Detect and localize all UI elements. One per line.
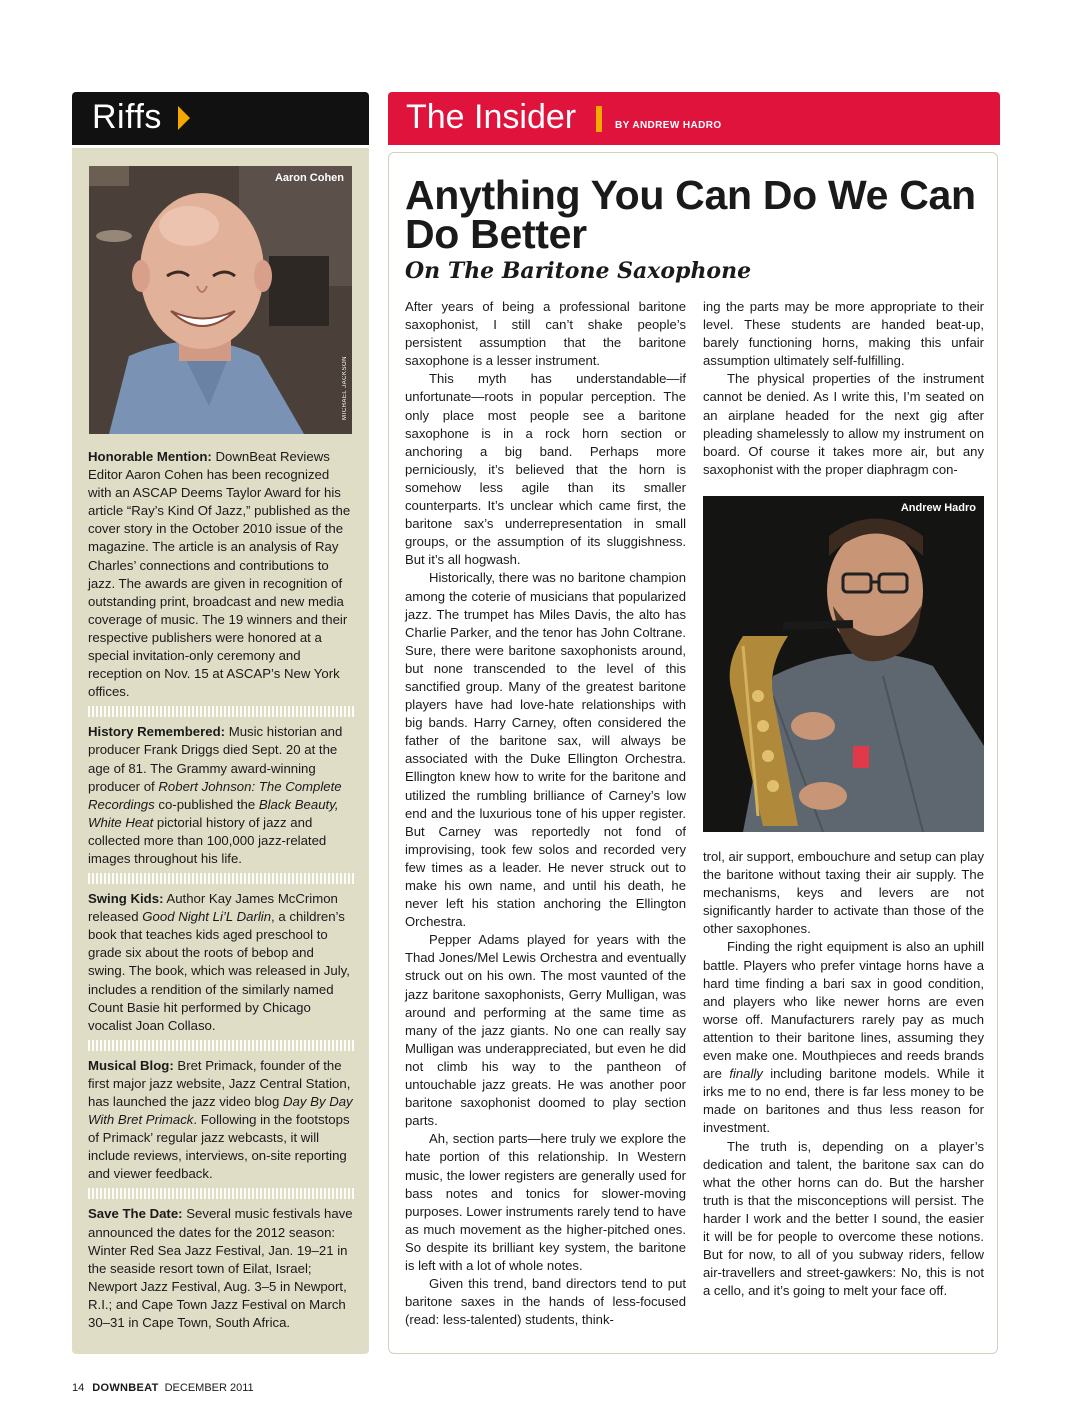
- portrait-illustration: [89, 166, 352, 434]
- accent-bar: [596, 106, 602, 132]
- riff-italic-title: Good Night Li’L Darlin: [142, 909, 272, 925]
- dotted-divider: [88, 1188, 354, 1199]
- paragraph-text: including baritone models. While it irks me to no end, there is far less money to be made on baritones and thus less reason for investment.: [703, 1066, 985, 1136]
- riff-body: Bret Primack, founder of the first major jazz website, Jazz Central Station, has launched the jazz video blog: [88, 1057, 351, 1109]
- insider-title: The Insider: [406, 98, 577, 136]
- insider-section-header: [388, 92, 1000, 145]
- riffs-section-header: [72, 92, 369, 145]
- riff-item-musical-blog: [88, 1057, 354, 1184]
- article-paragraph: The truth is, depending on a player’s dedication and talent, the baritone sax can do what the other horns can do. But the harsher truth is that the misconceptions will persist. The harder I work and the better I sound, the easier it will be for people to overcome these notions. But for now, to all of you subway riders, fellow air-travellers and street-gawkers: No, this is not a cello, and it’s going to melt your face off.: [703, 1138, 984, 1299]
- riff-body: Music historian and producer Frank Driggs died Sept. 20 at the age of 81. The Grammy award-winning producer of: [88, 724, 343, 794]
- article-deck: On The Baritone Saxophone: [405, 258, 752, 284]
- riffs-sidebar: [72, 148, 369, 1354]
- magazine-name: DOWNBEAT: [92, 1382, 159, 1394]
- riff-body: DownBeat Reviews Editor Aaron Cohen has been recognized with an ASCAP Deems Taylor Award for his article “Ray’s Kind Of Jazz,” published as the cover story in the October 2010 issue of the magazine. The article is an analysis of Ray Charles’ connections and contributions to jazz. The awards are given in recognition of outstanding print, broadcast and new media coverage of music. The 19 winners and their respective publishers were honored at a special invitation-only ceremony and reception on Nov. 15 at ASCAP’s New York offices.: [88, 449, 351, 700]
- article-paragraph: Given this trend, band directors tend to put baritone saxes in the hands of less-focused (read: less-talented) students, think-: [405, 1276, 686, 1328]
- article-column-left: [405, 298, 686, 1340]
- dotted-divider: [88, 706, 354, 717]
- saxophonist-illustration: [703, 496, 984, 832]
- riff-body: . Following in the footstops of Primack’ regular jazz webcasts, it will include reviews, interviews, on-site reporting and viewer feedback.: [88, 1112, 350, 1182]
- riff-body: co-published the: [154, 796, 259, 812]
- riff-item-honorable-mention: [88, 448, 354, 701]
- riff-item-history-remembered: [88, 723, 354, 868]
- aaron-cohen-photo: [89, 166, 352, 434]
- riff-lead: Save The Date:: [88, 1206, 183, 1222]
- riff-lead: Swing Kids:: [88, 891, 164, 907]
- riff-item-swing-kids: [88, 890, 354, 1035]
- article-paragraph: The physical properties of the instrument cannot be denied. As I write this, I’m seated on an airplane headed for the next gig after pleading shamelessly to allow my instrument on board. Of course it takes more air, but any saxophonist with the proper diaphragm con-: [703, 371, 984, 477]
- page-number: 14: [72, 1382, 85, 1394]
- riff-item-save-the-date: [88, 1205, 354, 1332]
- riff-body: pictorial history of jazz and collected more than 100,000 jazz-related images throughout his life.: [88, 814, 327, 866]
- riffs-title: Riffs: [92, 98, 162, 136]
- article-paragraph: [703, 938, 984, 1137]
- issue-date: DECEMBER 2011: [164, 1382, 254, 1394]
- photo-caption: Aaron Cohen: [274, 172, 344, 184]
- riff-lead: Musical Blog:: [88, 1057, 174, 1073]
- riffs-list: [88, 448, 354, 1332]
- dotted-divider: [88, 1040, 354, 1051]
- article-paragraph: ing the parts may be more appropriate to their level. These students are handed beat-up, barely functioning horns, making this unfair assumption ultimately self-fulfilling.: [703, 299, 984, 369]
- article-paragraph: Ah, section parts—here truly we explore the hate portion of this relationship. In Western music, the lower registers are generally used for bass notes and tonics for slower-moving purposes. Lower instruments rarely tend to have as much movement as the higher-pitched ones. So despite its brilliant key system, the baritone is left with a lot of whole notes.: [405, 1131, 686, 1273]
- riff-body: , a children’s book that teaches kids aged preschool to grade six about the roots of bebop and swing. The book, which was released in July, includes a rendition of the similarly named Count Basie hit performed by Chicago vocalist Joan Collaso.: [88, 909, 350, 1033]
- page-footer: [72, 1382, 254, 1394]
- photo-credit: MICHAEL JACKSON: [342, 356, 348, 420]
- article-paragraph: trol, air support, embouchure and setup can play the baritone without taxing their air supply. The mechanisms, keys and levers are not significantly harder to activate than those of the other saxophones.: [703, 849, 984, 937]
- riff-italic-title: Robert Johnson: The Complete Recordings: [88, 778, 342, 812]
- triangle-arrow-icon: [178, 106, 190, 130]
- andrew-hadro-photo: [703, 496, 984, 832]
- riff-lead: Honorable Mention:: [88, 449, 212, 464]
- byline: BY ANDREW HADRO: [615, 120, 722, 131]
- dotted-divider: [88, 873, 354, 884]
- paragraph-text: Finding the right equipment is also an uphill battle. Players who prefer vintage horns have a hard time finding a bari sax in good condition, and players who like newer horns are even worse off. Manufacturers rarely pay as much attention to their baritone lines, assuming they even make one. Mouthpieces and reeds brands are: [703, 939, 984, 1082]
- article-paragraph: This myth has understandable—if unfortunate—roots in popular perception. The only place most people see a baritone saxophone is in a rock horn section or anchoring a big band. Perhaps more perniciously, it’s believed that the horn is somehow less agile than its smaller counterparts. It’s unclear which came first, the baritone sax’s underrepresentation in small groups, or the assumption of its sluggishness. But it’s all hogwash.: [405, 371, 686, 568]
- article-paragraph: Historically, there was no baritone champion among the coterie of musicians that popularized jazz. The trumpet has Miles Davis, the alto has Charlie Parker, and the tenor has John Coltrane. Sure, there were baritone saxophonists around, but none transcended to the level of this sanctified group. Many of the greatest baritone players have had love-hate relationships with big bands. Harry Carney, often considered the father of the baritone sax, will always be associated with the Duke Ellington Orchestra. Ellington knew how to write for the baritone and utilized the rumbling brilliance of Carney’s low end and the luxurious tone of his upper register. But Carney was reportedly not fond of improvising, took few solos and recorded very few times as a leader. He never struck out to make his own name, and until his death, he never left his station anchoring the Ellington Orchestra.: [405, 570, 686, 930]
- article-column-right-bottom: [703, 848, 984, 1348]
- riff-body: Author Kay James McCrimon released: [88, 891, 338, 925]
- article-column-right-top: [703, 298, 984, 488]
- riff-italic-title: Black Beauty, White Heat: [88, 796, 339, 830]
- article-paragraph: Pepper Adams played for years with the Thad Jones/Mel Lewis Orchestra and eventually struck out on his own. The most vaunted of the jazz baritone saxophonists, Gerry Mulligan, was around and performing at the same time as many of the jazz giants. No one can really say Mulligan was underappreciated, but even he did not climb his way to the pantheon of untouchable jazz greats. He was another poor baritone saxophonist doomed to play section parts.: [405, 932, 686, 1129]
- article-paragraph: After years of being a professional baritone saxophonist, I still can’t shake people’s persistent assumption that the baritone saxophone is a lesser instrument.: [405, 299, 686, 369]
- riff-body: Several music festivals have announced the dates for the 2012 season: Winter Red Sea Jazz Festival, Jan. 19–21 in the seaside resort town of Eilat, Israel; Newport Jazz Festival, Aug. 3–5 in Newport, R.I.; and Cape Town Jazz Festival on March 30–31 in Cape Town, South Africa.: [88, 1206, 353, 1331]
- paragraph-italic: finally: [729, 1066, 763, 1082]
- riff-lead: History Remembered:: [88, 724, 226, 740]
- article-headline: Anything You Can Do We Can Do Better: [405, 172, 976, 257]
- photo-caption: Andrew Hadro: [900, 502, 976, 514]
- riff-italic-title: Day By Day With Bret Primack: [88, 1094, 353, 1128]
